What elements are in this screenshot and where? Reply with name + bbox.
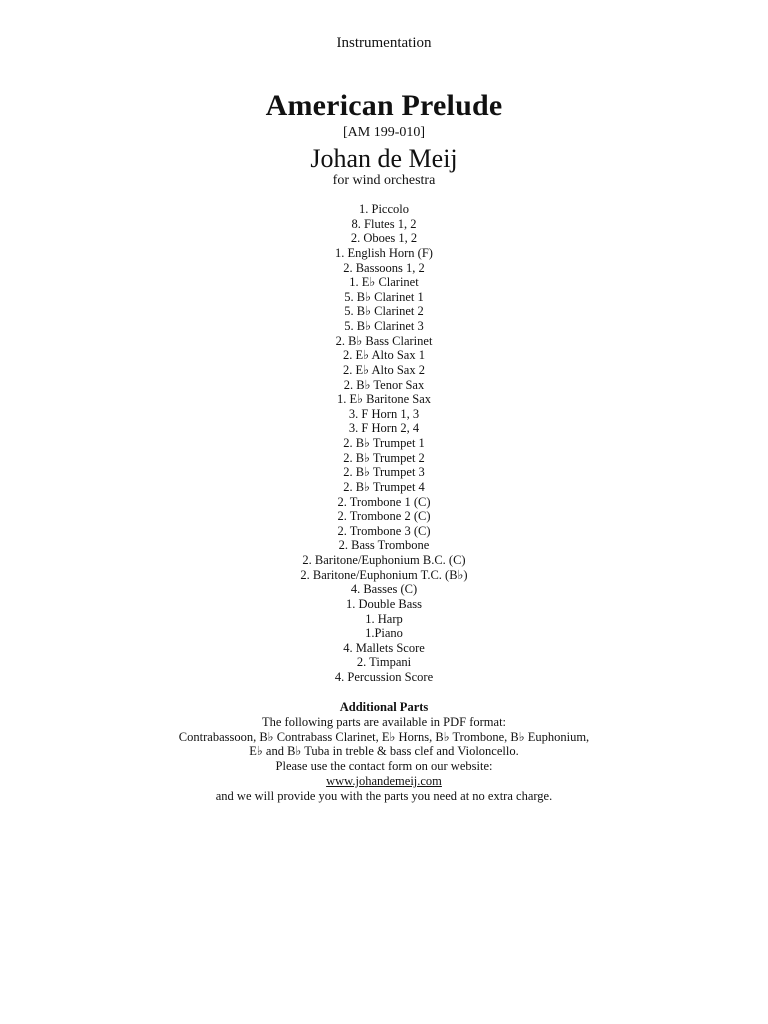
instrument-item: 3. F Horn 1, 3 <box>348 406 420 421</box>
instrument-item: 2. Trombone 1 (C) <box>337 494 431 509</box>
instrument-list <box>0 202 768 685</box>
work-title: American Prelude <box>265 89 503 122</box>
instrument-item: 2. B♭ Trumpet 3 <box>343 465 425 480</box>
instrument-item: 2. Baritone/Euphonium B.C. (C) <box>302 553 466 567</box>
scoring-subtitle: for wind orchestra <box>332 173 436 188</box>
instrument-item: 1. Piccolo <box>359 202 409 216</box>
website-link[interactable]: www.johandemeij.com <box>326 773 442 788</box>
instrument-item: 2. Timpani <box>356 655 412 670</box>
additional-parts-text: Please use the contact form on our website: <box>275 759 493 774</box>
additional-parts-section <box>0 700 768 804</box>
instrument-item: 5. B♭ Clarinet 3 <box>344 319 424 333</box>
instrument-item: 1. E♭ Baritone Sax <box>336 392 432 407</box>
additional-parts-heading: Additional Parts <box>339 700 429 714</box>
instrument-item: 2. Trombone 2 (C) <box>337 509 431 524</box>
instrument-item: 1.Piano <box>365 626 403 641</box>
instrument-item: 1. E♭ Clarinet <box>349 275 419 290</box>
instrument-item: 2. Bassoons 1, 2 <box>343 260 425 275</box>
additional-parts-text: Contrabassoon, B♭ Contrabass Clarinet, E♭ Horns, B♭ Trombone, B♭ Euphonium, <box>178 729 590 744</box>
instrument-item: 2. E♭ Alto Sax 2 <box>343 362 425 377</box>
instrument-item: 2. E♭ Alto Sax 1 <box>343 348 425 363</box>
instrument-item: 2. B♭ Bass Clarinet <box>335 333 433 348</box>
instrument-item: 2. Baritone/Euphonium T.C. (B♭) <box>300 567 468 582</box>
additional-parts-text: and we will provide you with the parts you need at no extra charge. <box>215 788 553 803</box>
instrument-item: 4. Percussion Score <box>334 670 434 684</box>
instrument-item: 8. Flutes 1, 2 <box>351 216 417 231</box>
instrument-item: 2. Bass Trombone <box>338 538 430 553</box>
instrument-item: 1. Double Bass <box>345 596 423 611</box>
instrument-item: 5. B♭ Clarinet 2 <box>344 304 424 319</box>
instrument-item: 2. Oboes 1, 2 <box>350 231 418 246</box>
instrument-item: 2. Trombone 3 (C) <box>337 523 431 538</box>
instrument-item: 2. B♭ Tenor Sax <box>343 377 425 392</box>
additional-parts-text: The following parts are available in PDF format: <box>261 714 507 729</box>
additional-parts-text: E♭ and B♭ Tuba in treble & bass clef and Violoncello. <box>249 744 519 759</box>
catalog-number: [AM 199-010] <box>342 125 426 140</box>
instrument-item: 2. B♭ Trumpet 2 <box>343 450 425 465</box>
instrument-item: 4. Mallets Score <box>343 640 425 655</box>
instrument-item: 1. Harp <box>365 611 403 626</box>
instrument-item: 3. F Horn 2, 4 <box>348 421 420 436</box>
instrument-item: 5. B♭ Clarinet 1 <box>344 289 424 304</box>
instrument-item: 2. B♭ Trumpet 4 <box>343 479 425 494</box>
composer-name: Johan de Meij <box>310 144 458 173</box>
instrument-item: 1. English Horn (F) <box>335 245 433 260</box>
instrument-item: 2. B♭ Trumpet 1 <box>343 436 425 450</box>
page-header-label: Instrumentation <box>336 35 432 51</box>
instrument-item: 4. Basses (C) <box>350 582 418 597</box>
